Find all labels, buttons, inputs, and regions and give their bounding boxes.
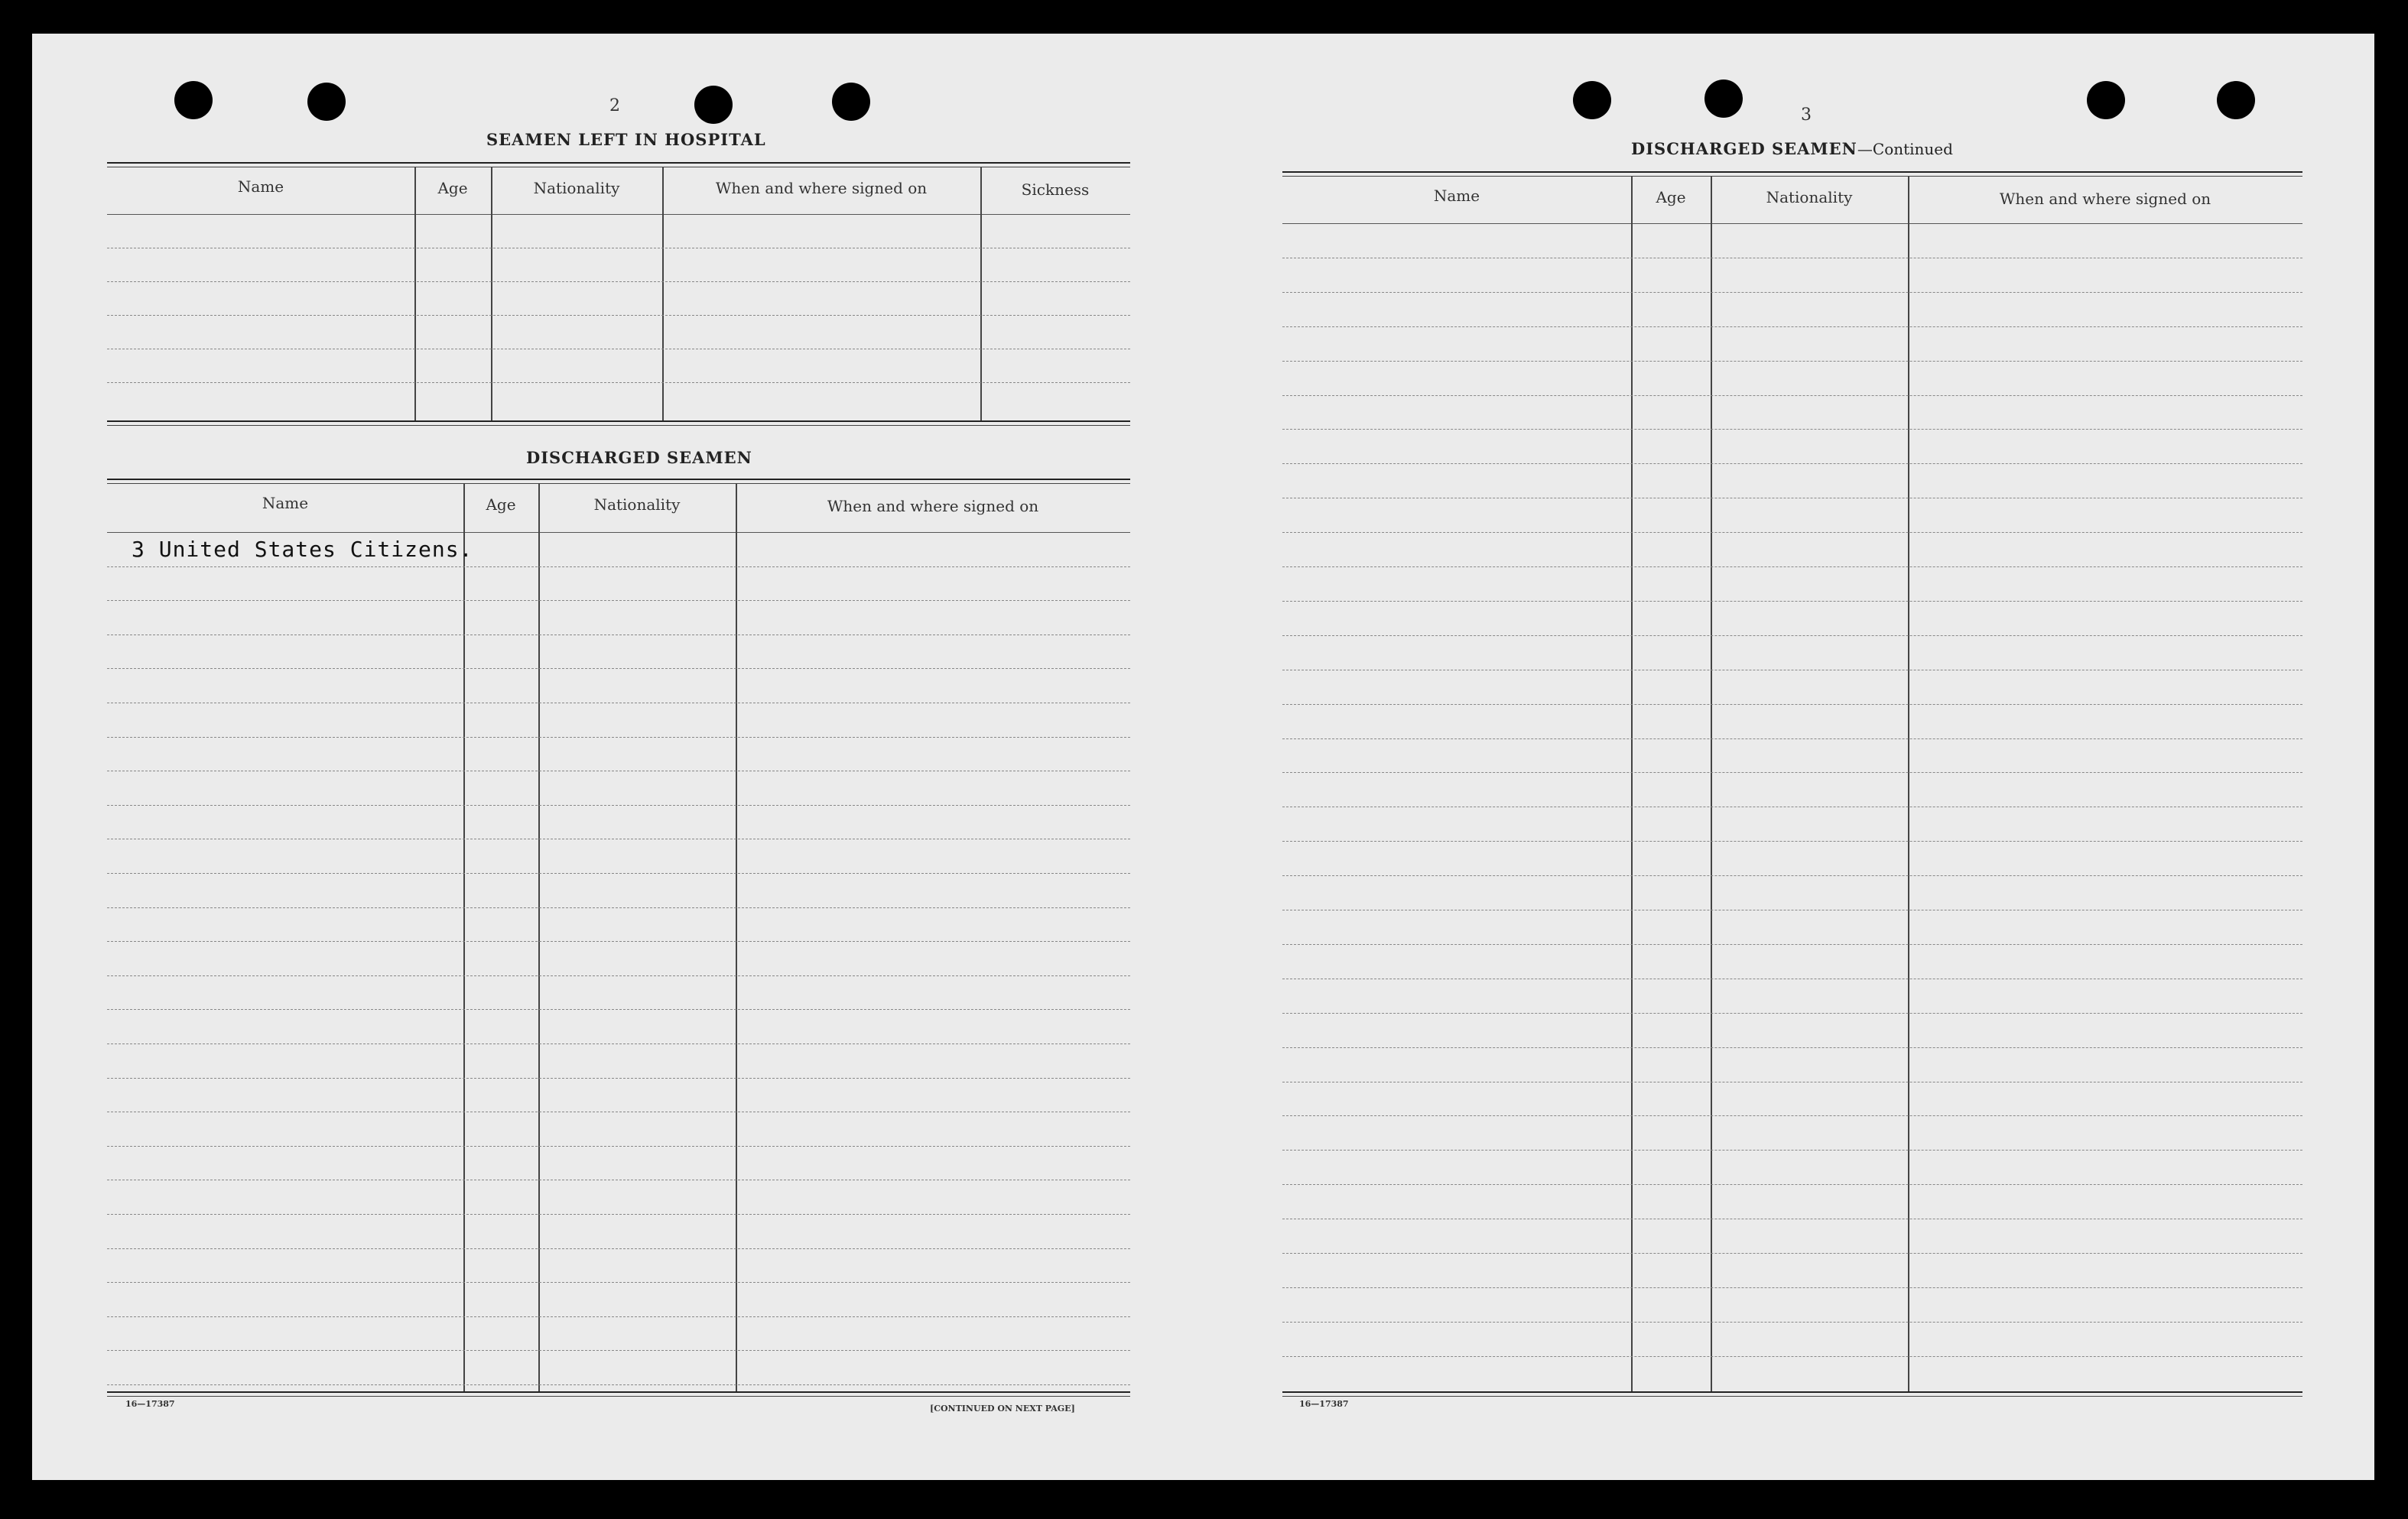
column-header: Name xyxy=(237,177,284,196)
row-line xyxy=(107,382,1130,383)
row-line xyxy=(1282,1150,2302,1151)
row-line xyxy=(1282,1287,2302,1288)
column-divider xyxy=(1711,176,1712,1391)
row-line xyxy=(107,1078,1130,1079)
form-number: 16—17387 xyxy=(125,1399,175,1409)
row-line xyxy=(107,1316,1130,1317)
left-page xyxy=(32,34,1198,1480)
row-line xyxy=(1282,1184,2302,1185)
column-divider xyxy=(1908,176,1909,1391)
row-line xyxy=(1282,738,2302,739)
column-header: Sickness xyxy=(1021,180,1090,199)
table-top-rule xyxy=(1282,171,2302,177)
typed-entry: 3 United States Citizens. xyxy=(132,537,473,562)
row-line xyxy=(107,566,1130,567)
row-line xyxy=(107,737,1130,738)
row-line xyxy=(107,1384,1130,1385)
table-bottom-rule xyxy=(107,1391,1130,1397)
row-line xyxy=(1282,1322,2302,1323)
row-line xyxy=(107,668,1130,669)
header-underline xyxy=(107,214,1130,215)
punch-hole xyxy=(1573,81,1611,119)
right-page xyxy=(1198,34,2374,1480)
discharged-continued-title xyxy=(1631,139,1953,158)
row-line xyxy=(1282,1253,2302,1254)
discharged-section-title: DISCHARGED SEAMEN xyxy=(526,448,752,467)
row-line xyxy=(107,1248,1130,1249)
title-main: DISCHARGED SEAMEN xyxy=(1631,139,1857,158)
row-line xyxy=(1282,1115,2302,1116)
column-divider xyxy=(736,483,737,1391)
row-line xyxy=(107,1282,1130,1283)
punch-hole xyxy=(2087,81,2125,119)
row-line xyxy=(107,907,1130,908)
column-header: When and where signed on xyxy=(715,179,928,197)
table-bottom-rule xyxy=(1282,1391,2302,1397)
row-line xyxy=(107,1350,1130,1351)
column-header: Age xyxy=(486,495,516,514)
row-line xyxy=(1282,1356,2302,1357)
header-underline xyxy=(1282,223,2302,224)
row-line xyxy=(107,1146,1130,1147)
form-number: 16—17387 xyxy=(1299,1399,1349,1409)
row-line xyxy=(107,600,1130,601)
continued-note: [CONTINUED ON NEXT PAGE] xyxy=(930,1404,1075,1414)
column-header: Nationality xyxy=(1766,188,1853,206)
row-line xyxy=(107,1214,1130,1215)
row-line xyxy=(1282,601,2302,602)
row-line xyxy=(1282,704,2302,705)
row-line xyxy=(1282,361,2302,362)
column-header: Age xyxy=(437,179,468,197)
row-line xyxy=(1282,1047,2302,1048)
row-line xyxy=(1282,463,2302,464)
row-line xyxy=(107,873,1130,874)
row-line xyxy=(107,805,1130,806)
row-line xyxy=(1282,532,2302,533)
column-header: When and where signed on xyxy=(827,497,1039,515)
punch-hole xyxy=(2217,81,2255,119)
column-header: When and where signed on xyxy=(1999,190,2211,208)
column-header: Name xyxy=(262,494,309,512)
punch-hole xyxy=(307,83,346,121)
page-number: 3 xyxy=(1801,105,1812,125)
column-header: Age xyxy=(1656,188,1686,206)
row-line xyxy=(107,941,1130,942)
row-line xyxy=(1282,429,2302,430)
header-underline xyxy=(107,532,1130,533)
row-line xyxy=(107,315,1130,316)
hospital-section-title: SEAMEN LEFT IN HOSPITAL xyxy=(486,130,766,149)
table-bottom-rule xyxy=(107,420,1130,426)
column-divider xyxy=(1631,176,1633,1391)
column-divider xyxy=(538,483,540,1391)
punch-hole xyxy=(174,81,213,119)
row-line xyxy=(1282,875,2302,876)
row-line xyxy=(1282,772,2302,773)
row-line xyxy=(107,281,1130,282)
punch-hole xyxy=(694,86,733,124)
row-line xyxy=(1282,292,2302,293)
punch-hole xyxy=(832,83,870,121)
title-suffix: —Continued xyxy=(1857,140,1953,158)
row-line xyxy=(107,1009,1130,1010)
row-line xyxy=(1282,841,2302,842)
punch-hole xyxy=(1704,80,1743,118)
column-divider xyxy=(463,483,465,1391)
table-top-rule xyxy=(107,479,1130,484)
column-header: Nationality xyxy=(593,495,681,514)
page-number: 2 xyxy=(609,96,620,115)
row-line xyxy=(1282,326,2302,327)
row-line xyxy=(1282,1013,2302,1014)
row-line xyxy=(1282,635,2302,636)
row-line xyxy=(1282,395,2302,396)
row-line xyxy=(107,975,1130,976)
column-header: Name xyxy=(1433,187,1480,205)
row-line xyxy=(1282,566,2302,567)
column-header: Nationality xyxy=(533,179,620,197)
row-line xyxy=(1282,944,2302,945)
table-top-rule xyxy=(107,162,1130,167)
